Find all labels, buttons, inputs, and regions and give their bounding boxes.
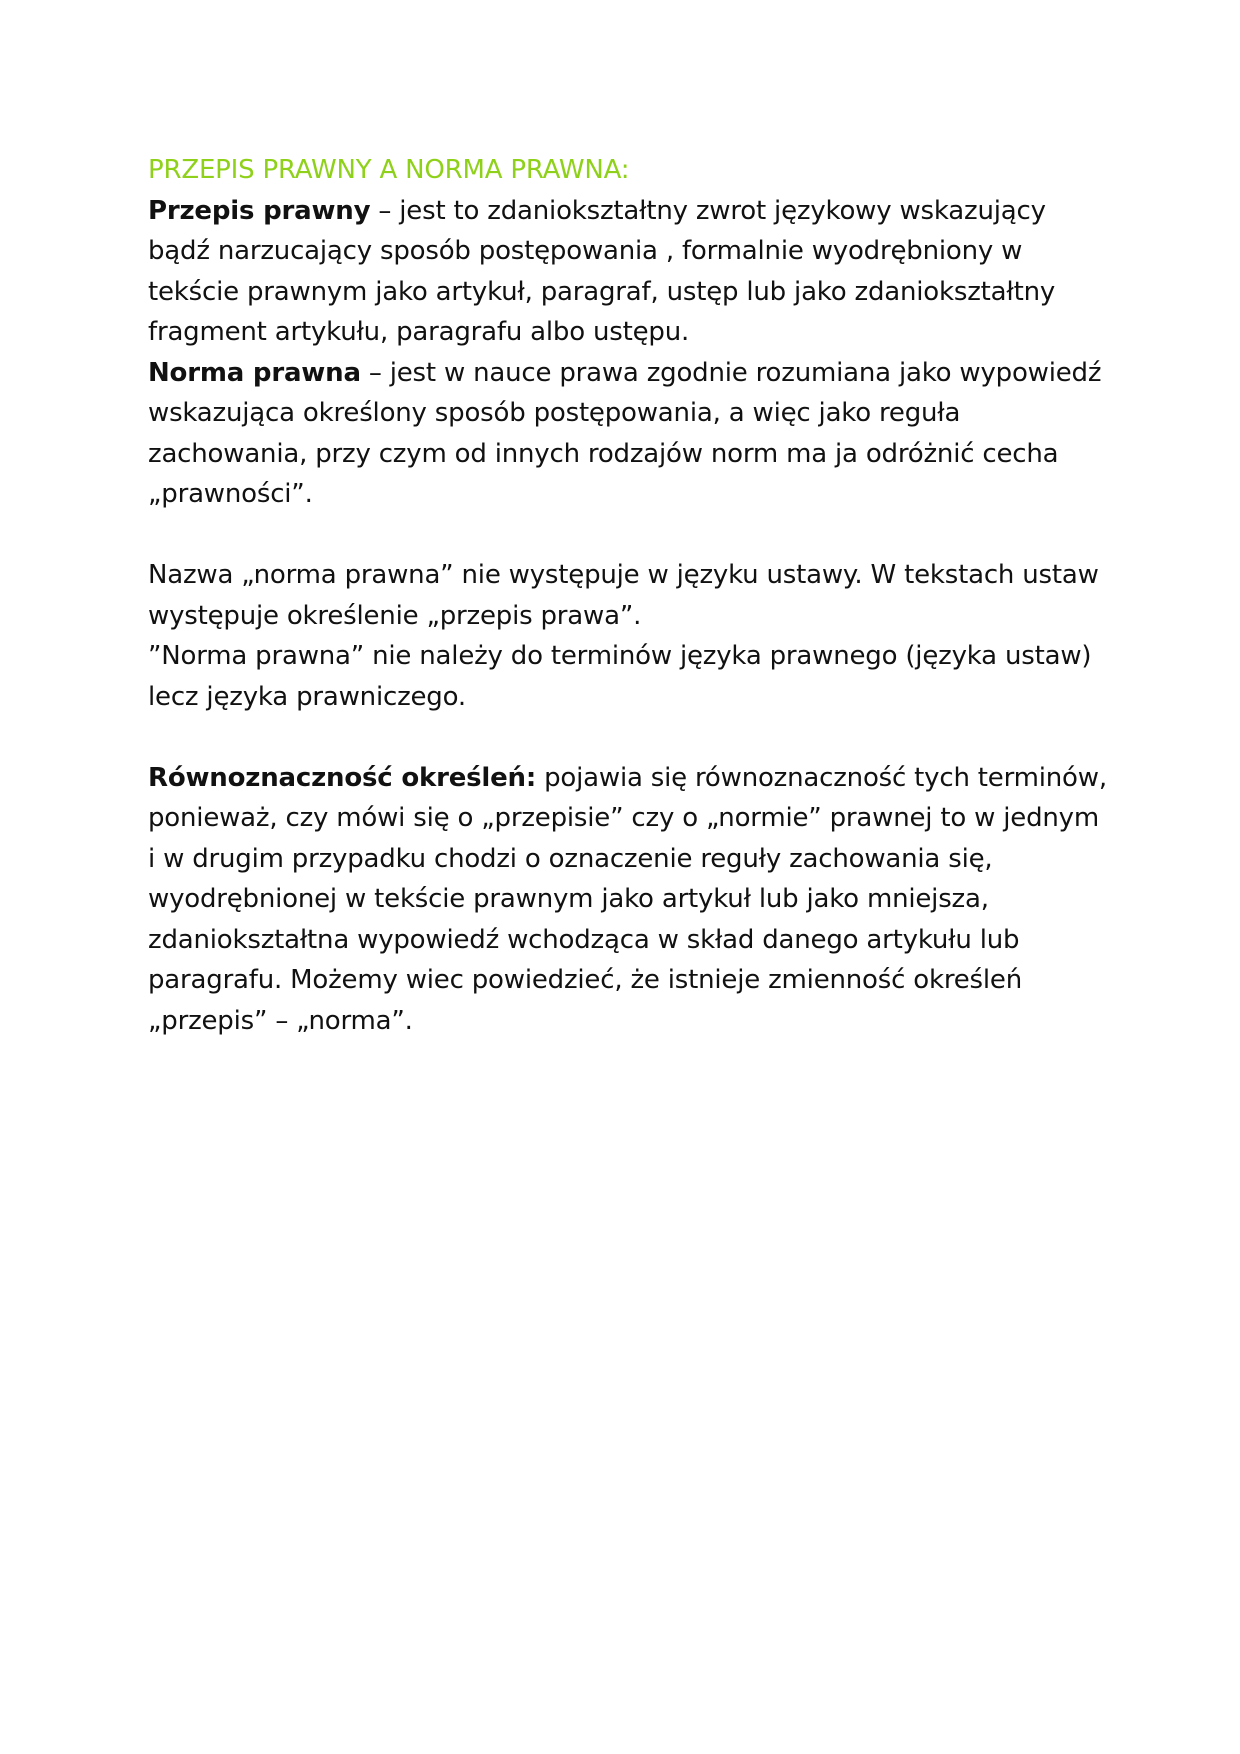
definition-przepis <box>148 191 1108 353</box>
paragraph-term: Równoznaczność określeń: <box>148 762 537 793</box>
paragraph-nazwa: Nazwa „norma prawna” nie występuje w języku ustawy. W tekstach ustaw występuje określenie „przepis prawa”. <box>148 560 1099 631</box>
definition-text: – jest w nauce prawa zgodnie rozumiana jako wypowiedź wskazująca określony sposób postępowania, a więc jako reguła zachowania, przy czym od innych rodzajów norm ma ja odróżnić cecha „prawności”. <box>148 357 1102 509</box>
paragraph-text: pojawia się równoznaczność tych terminów, ponieważ, czy mówi się o „przepisie” czy o „normie” prawnej to w jednym i w drugim przypadku chodzi o oznaczenie reguły zachowania się, wyodrębnionej w tekście prawnym jako artykuł lub jako mniejsza, zdaniokształtna wypowiedź wchodząca w skład danego artykułu lub paragrafu. Możemy wiec powiedzieć, że istnieje zmienność określeń „przepis” – „norma”. <box>148 762 1107 1036</box>
document-page <box>148 150 1108 1041</box>
definition-norma <box>148 353 1108 515</box>
paragraph-norma-prawna: ”Norma prawna” nie należy do terminów języka prawnego (języka ustaw) lecz języka prawniczego. <box>148 641 1092 712</box>
definition-text: – jest to zdaniokształtny zwrot językowy wskazujący bądź narzucający sposób postępowania , formalnie wyodrębniony w tekście prawnym jako artykuł, paragraf, ustęp lub jako zdaniokształtny fragment artykułu, paragrafu albo ustępu. <box>148 195 1056 347</box>
paragraph-rownoznacznosc <box>148 758 1108 1042</box>
definition-term: Przepis prawny <box>148 195 371 226</box>
paragraph-spacer <box>148 515 1108 556</box>
paragraph-spacer <box>148 717 1108 758</box>
definition-term: Norma prawna <box>148 357 361 388</box>
document-heading: PRZEPIS PRAWNY A NORMA PRAWNA: <box>148 155 630 185</box>
